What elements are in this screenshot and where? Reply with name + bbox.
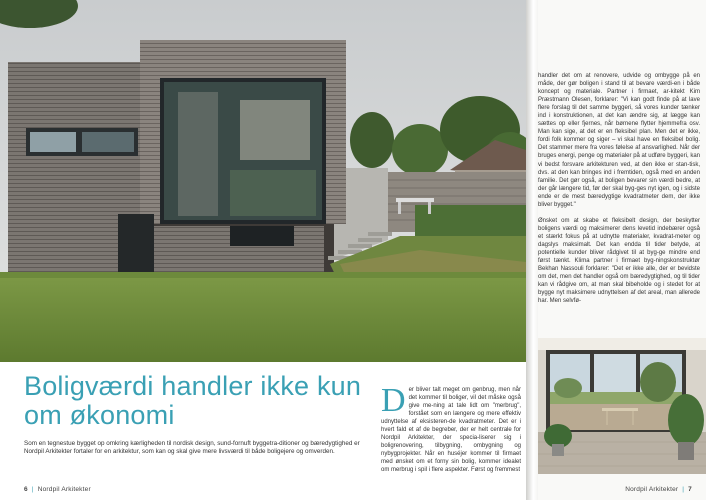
article-lead: Som en tegnestue bygget op omkring kærligheden til nordisk design, sund-fornuft byggetra-ditioner og bæredygtighed er Nordpil Arkitekter fortaler for en arkitektur, som kan og skal give mere livsværdi til både boligejere og omverden. (24, 440, 360, 456)
right-page-number: 7 (688, 486, 692, 493)
intro-column (381, 382, 521, 475)
intro-text: er bliver talt meget om genbrug, men når det kommer til boliger, vil det måske også give me-ning at tale lidt om "merbrug", forstået som en længere og mere effektiv udnyttelse af eksisteren-de kvadratmeter. Det er i hvert fald et af de begreber, der er helt centrale for Nordpil Arkitekter, der specia-liserer sig i boligrenovering, tilbygning, ombygning og nybygprojekter. Når en huséjer kommer til firmaet med ønsket om et forny sin bolig, kommer idealet om merbrug i spil i flere aspekter. Først og fremmest (381, 387, 521, 474)
left-page-footer (24, 486, 91, 493)
page-gutter (526, 0, 538, 500)
right-publication-name: Nordpil Arkitekter (625, 486, 679, 493)
right-text-column (538, 72, 700, 313)
left-page-number: 6 (24, 486, 28, 493)
article-headline: Boligværdi handler ikke kun om økonomi (24, 371, 362, 430)
right-paragraph-2: Ønsket om at skabe et fleksibelt design, der beskytter boligens værdi og maksimerer dens levetid indebærer også et stærkt fokus på at udnytte materialer, kvadrat-meter og dagslys maksimalt. Det kan endda til tider betyde, at potentielle kunder bliver rådgivet til at byg-ge mindre end først tænkt. Klima partner i firmaet byg-ningskonstruktør Bekhan Nassouli forklarer: "Det er ikke alle, der er bevidste om det, men det handler også om bæredygtighed, og til tider kan vi rådgive om, at man skal bibeholde og i stedet for at bygge nyt maksimere udnyttelsen af det areal, man allerede har. Men selvfø- (538, 217, 700, 305)
right-page-footer (625, 486, 692, 493)
footer-separator: | (682, 486, 685, 493)
interior-photo (538, 338, 706, 474)
right-page (538, 0, 706, 500)
drop-cap: D (381, 382, 406, 419)
left-publication-name: Nordpil Arkitekter (37, 486, 91, 493)
right-paragraph-1: handler det om at renovere, udvide og ombygge på en måde, der gør boligen i stand til at bevare værdi-en i både koncept og materiale. Partner i firmaet, ar-kitekt Kim Præstmann Olesen, forklarer: "Vi kan godt finde på at lave flere forslag til det samme byggeri, så vores kunder tænker ind i konstruktionen, at det kan ændre sig, at lægge kan sættes op eller fjernes, når børnene flytter hjemmefra osv. Man kan sige, at det er en fleksibel plan. Men det er ikke, fordi folk kommer og siger – vi skal have en fleksibel bolig. Det stammer mere fra vores følelse af ansvarlighed. Når der bruges energi, penge og materialer på at udføre byggeri, kan vi bedst forsvare arkitekturen ved, at den ikke er stan-tisk, dvs. at den kan bringes ind i fremtiden, også med en anden familie. Det gør også, at boligen bevarer sin værdi bedre, at der går længere tid, før der skal byg-ges nyt igen, og i sidste ende er de mest bæredygtige kvadratmeter dem, der ikke bliver bygget." (538, 73, 700, 208)
footer-separator: | (31, 486, 34, 493)
